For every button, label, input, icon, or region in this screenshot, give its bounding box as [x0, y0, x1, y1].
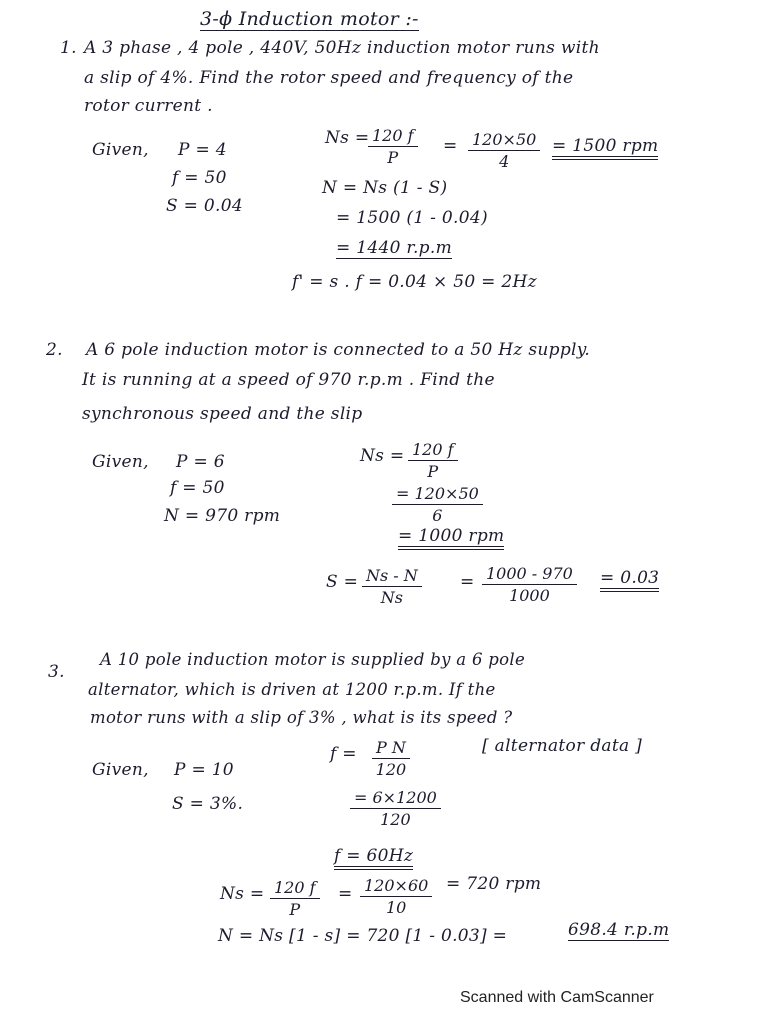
problem-1-ns-result: = 1500 rpm [552, 136, 658, 160]
problem-3-ns-fraction-2 [360, 876, 432, 917]
problem-3-number: 3. [48, 662, 65, 682]
problem-3-ns-numerator: 120 f [270, 878, 320, 899]
problem-2-ns-fraction-2 [392, 484, 483, 525]
problem-2-s-numerator-2: 1000 - 970 [482, 564, 577, 585]
problem-3-ns-result: = 720 rpm [446, 874, 542, 894]
problem-3-line-3: motor runs with a slip of 3% , what is its speed ? [90, 708, 513, 727]
problem-1-ns-denominator-2: 4 [499, 152, 510, 171]
problem-2-s-denominator: Ns [380, 588, 403, 607]
problem-1-rotor-frequency: f' = s . f = 0.04 × 50 = 2Hz [292, 272, 537, 292]
camscanner-watermark: Scanned with CamScanner [460, 989, 654, 1006]
problem-2-ns-numerator: 120 f [408, 440, 458, 461]
problem-2-s-equals: = [460, 572, 475, 592]
problem-3-f-lhs: f = [330, 744, 357, 764]
problem-2-line-3: synchronous speed and the slip [82, 404, 363, 424]
problem-2-ns-denominator-2: 6 [432, 506, 443, 525]
problem-1-line-3: rotor current . [84, 96, 213, 116]
problem-2-line-1: A 6 pole induction motor is connected to a 50 Hz supply. [86, 340, 591, 360]
problem-1-given-s: S = 0.04 [166, 196, 243, 216]
problem-3-f-fraction [372, 738, 410, 779]
problem-2-ns-denominator: P [427, 462, 439, 481]
problem-1-ns-denominator: P [387, 148, 399, 167]
problem-2-given-p: P = 6 [176, 452, 225, 472]
page-title: 3-ϕ Induction motor :- [200, 8, 419, 30]
problem-2-s-lhs: S = [326, 572, 359, 592]
problem-1-line-2: a slip of 4%. Find the rotor speed and frequency of the [84, 68, 574, 88]
problem-3-ns-equals: = [338, 884, 353, 904]
problem-3-given-label: Given, [92, 760, 149, 780]
problem-2-s-numerator: Ns - N [362, 566, 422, 587]
problem-2-given-n: N = 970 rpm [164, 506, 281, 526]
problem-2-s-fraction-2 [482, 564, 577, 605]
problem-1-n-result: = 1440 r.p.m [336, 238, 452, 258]
problem-1-given-f: f = 50 [172, 168, 227, 188]
problem-3-ns-numerator-2: 120×60 [360, 876, 432, 897]
problem-3-ns-fraction [270, 878, 320, 919]
problem-3-given-p: P = 10 [174, 760, 234, 780]
problem-1-given-p: P = 4 [178, 140, 227, 160]
problem-3-f-fraction-2 [350, 788, 441, 829]
problem-2-ns-numerator-2: = 120×50 [392, 484, 483, 505]
problem-3-n-formula: N = Ns [1 - s] = 720 [1 - 0.03] = [218, 926, 508, 946]
problem-1-equals: = [443, 136, 458, 156]
problem-2-ns-result: = 1000 rpm [398, 526, 504, 550]
problem-1-n-formula: N = Ns (1 - S) [322, 178, 448, 198]
problem-2-s-fraction [362, 566, 422, 607]
problem-1-n-substitution: = 1500 (1 - 0.04) [336, 208, 488, 228]
problem-2-s-denominator-2: 1000 [509, 586, 550, 605]
problem-1-ns-fraction [368, 126, 418, 167]
problem-2-number: 2. [46, 340, 63, 360]
problem-3-ns-denominator-2: 10 [385, 898, 407, 917]
problem-2-given-f: f = 50 [170, 478, 225, 498]
problem-1-ns-numerator: 120 f [368, 126, 418, 147]
problem-1-line-1: A 3 phase , 4 pole , 440V, 50Hz induction motor runs with [84, 38, 600, 58]
problem-2-given-label: Given, [92, 452, 149, 472]
problem-3-f-result: f = 60Hz [334, 846, 413, 870]
problem-3-given-s: S = 3%. [172, 794, 244, 814]
problem-1-ns-fraction-2 [468, 130, 540, 171]
problem-3-alternator-note: [ alternator data ] [482, 736, 643, 756]
problem-1-ns-numerator-2: 120×50 [468, 130, 540, 151]
problem-2-ns-fraction [408, 440, 458, 481]
problem-3-ns-denominator: P [289, 900, 301, 919]
problem-3-line-2: alternator, which is driven at 1200 r.p.m. If the [88, 680, 496, 699]
problem-3-ns-lhs: Ns = [220, 884, 265, 904]
problem-3-f-denominator-2: 120 [380, 810, 411, 829]
problem-2-ns-lhs: Ns = [360, 446, 405, 466]
problem-1-number: 1. [60, 38, 77, 58]
problem-3-f-numerator: P N [372, 738, 410, 759]
problem-2-line-2: It is running at a speed of 970 r.p.m . Find the [82, 370, 495, 390]
problem-3-f-denominator: 120 [375, 760, 407, 779]
problem-1-ns-lhs: Ns = [325, 128, 370, 148]
problem-3-n-result: 698.4 r.p.m [568, 920, 670, 940]
problem-3-line-1: A 10 pole induction motor is supplied by a 6 pole [100, 650, 526, 669]
problem-3-f-numerator-2: = 6×1200 [350, 788, 441, 809]
problem-2-slip-result: = 0.03 [600, 568, 659, 592]
problem-1-given-label: Given, [92, 140, 149, 160]
